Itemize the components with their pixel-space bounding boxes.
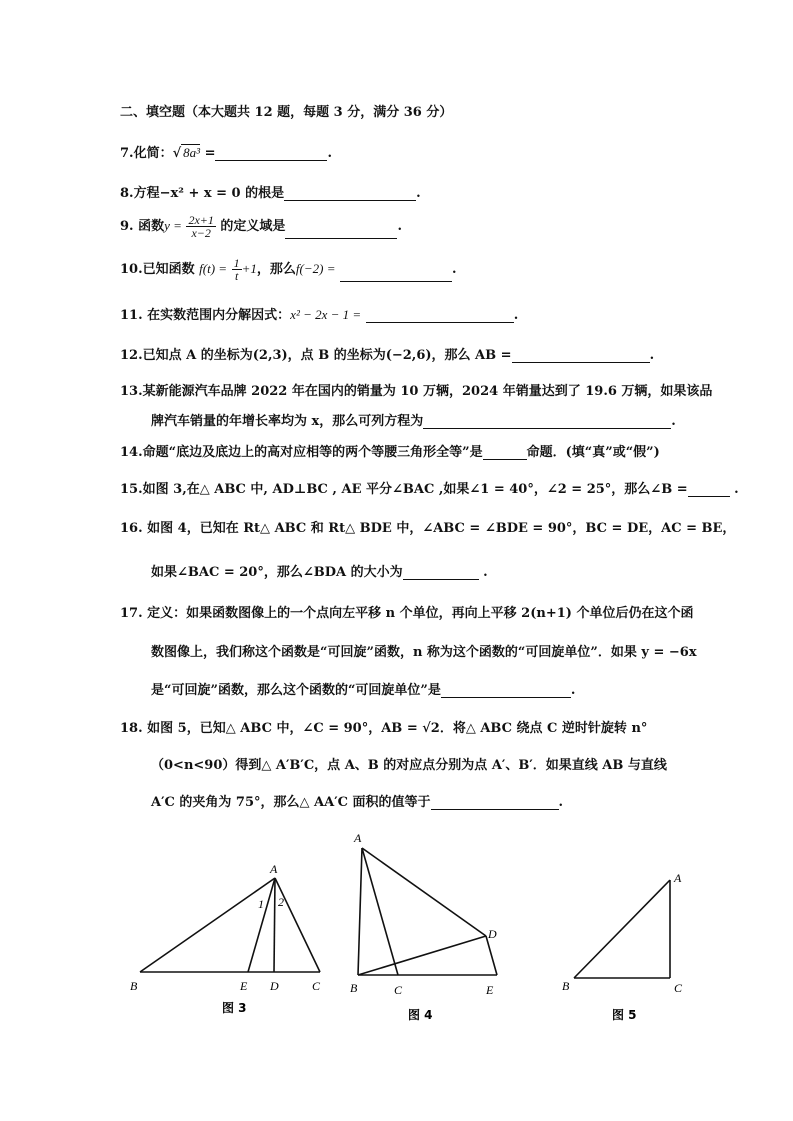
question-16-line-2: 如果∠BAC = 20°，那么∠BDA 的大小为 .	[151, 565, 488, 580]
fig3-label-c: C	[312, 979, 321, 993]
question-15: 15.如图 3,在△ ABC 中, AD⊥BC , AE 平分∠BAC ,如果∠1 = 40°，∠2 = 25°，那么∠B = .	[120, 482, 739, 497]
fig4-label-c: C	[394, 983, 403, 997]
fig3-label-b: B	[130, 979, 138, 993]
question-13-line-1: 13.某新能源汽车品牌 2022 年在国内的销量为 10 万辆，2024 年销量达到了 19.6 万辆，如果该品	[120, 384, 713, 399]
fig4-label-d: D	[488, 927, 497, 941]
question-13-line-2: 牌汽车销量的年增长率均为 x，那么可列方程为 .	[151, 414, 676, 429]
question-17-line-2: 数图像上，我们称这个函数是“可回旋”函数，n 称为这个函数的“可回旋单位”．如果 y = −6x	[151, 645, 697, 660]
question-17-line-1: 17. 定义：如果函数图像上的一个点向左平移 n 个单位，再向上平移 2(n+1) 个单位后仍在这个函	[120, 606, 694, 621]
question-10: 10.已知函数 f(t) = $\frac{1}{t}$ +1，那么f(−2) = .	[120, 256, 457, 283]
question-17-line-3: 是“可回旋”函数，那么这个函数的“可回旋单位”是 .	[151, 683, 576, 698]
section-title: 二、填空题（本大题共 12 题，每题 3 分，满分 36 分）	[120, 105, 453, 120]
figure-3	[140, 878, 320, 972]
question-14: 14.命题“底边及底边上的高对应相等的两个等腰三角形全等”是 命题．(填“真”或“假”)	[120, 445, 660, 460]
fig3-angle-2: 2	[278, 895, 284, 909]
fig3-label-d: D	[270, 979, 279, 993]
question-16-line-1: 16. 如图 4，已知在 Rt△ ABC 和 Rt△ BDE 中，∠ABC = ∠BDE = 90°，BC = DE，AC = BE，	[120, 521, 736, 536]
question-11: 11. 在实数范围内分解因式：x² − 2x − 1 = .	[120, 307, 519, 323]
question-7: 7.化简：√ 8a³ = .	[120, 145, 333, 161]
fig4-label-e: E	[486, 983, 494, 997]
question-9: 9. 函数y = $\frac{2x+1}{x-2}$ 的定义域是 .	[120, 213, 402, 240]
fig3-label-e: E	[240, 979, 248, 993]
fig5-label-b: B	[562, 979, 570, 993]
fig4-label-b: B	[350, 981, 358, 995]
fig4-label-a: A	[354, 831, 362, 845]
figure-5	[574, 880, 670, 978]
question-8: 8.方程−x² + x = 0 的根是 .	[120, 186, 421, 201]
question-18-line-3: A′C 的夹角为 75°，那么△ AA′C 面积的值等于 .	[151, 795, 564, 810]
fig5-label-c: C	[674, 981, 683, 995]
fig5-label-a: A	[674, 871, 682, 885]
fig3-caption: 图 3	[222, 1001, 247, 1015]
fig3-label-a: A	[270, 862, 278, 876]
fig5-caption: 图 5	[612, 1008, 637, 1022]
fig3-angle-1: 1	[258, 897, 264, 911]
fig4-caption: 图 4	[408, 1008, 433, 1022]
figure-4	[358, 848, 497, 975]
question-18-line-2: （0<n<90）得到△ A′B′C，点 A、B 的对应点分别为点 A′、B′．如果直线 AB 与直线	[151, 758, 667, 773]
question-18-line-1: 18. 如图 5，已知△ ABC 中，∠C = 90°，AB = √2．将△ ABC 绕点 C 逆时针旋转 n°	[120, 721, 648, 736]
question-12: 12.已知点 A 的坐标为(2,3)，点 B 的坐标为(−2,6)，那么 AB = .	[120, 348, 655, 363]
